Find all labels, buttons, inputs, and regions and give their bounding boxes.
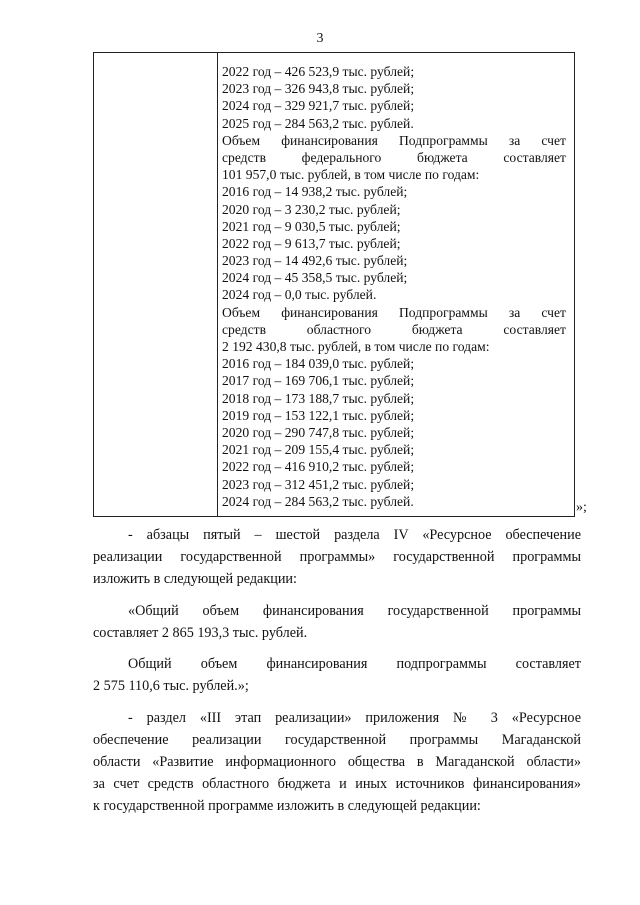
table-line: 2024 год – 284 563,2 тыс. рублей. [222,493,414,509]
table-right-cell [222,63,566,510]
table-line: 2024 год – 0,0 тыс. рублей. [222,287,377,303]
paragraph-line: составляет 2 865 193,3 тыс. рублей. [93,625,308,641]
table-line: 2017 год – 169 706,1 тыс. рублей; [222,373,415,389]
table-line: 2022 год – 9 613,7 тыс. рублей; [222,235,401,251]
paragraph-line: - раздел «III этап реализации» приложения № 3 «Ресурсное [128,710,581,726]
table-line: 2024 год – 329 921,7 тыс. рублей; [222,98,415,114]
table-line: 2019 год – 153 122,1 тыс. рублей; [222,407,415,423]
page-number: 3 [316,31,324,46]
paragraph-line: за счет средств областного бюджета и иных источников финансирования» [93,776,581,792]
paragraph-line: изложить в следующей редакции: [93,571,297,587]
paragraph-line: к государственной программе изложить в следующей редакции: [93,798,481,814]
paragraph-line: реализации государственной программы» государственной программы [93,549,581,565]
table-line: 2016 год – 184 039,0 тыс. рублей; [222,356,415,372]
table-line: 2023 год – 312 451,2 тыс. рублей; [222,476,415,492]
paragraph-line: обеспечение реализации государственной программы Магаданской [93,732,581,748]
table-line: 2025 год – 284 563,2 тыс. рублей. [222,115,414,131]
paragraph-amend-appendix-3 [93,707,581,817]
table-line: средств федерального бюджета составляет [222,149,566,165]
table-line: 2022 год – 426 523,9 тыс. рублей; [222,64,415,79]
paragraph-amend-section-iv [93,524,581,590]
table-line: 2022 год – 416 910,2 тыс. рублей; [222,459,415,475]
paragraph-line: «Общий объем финансирования государственной программы [128,603,581,619]
table-line: Объем финансирования Подпрограммы за счет [222,132,566,148]
table-left-cell [94,53,218,516]
table-line: средств областного бюджета составляет [222,321,566,337]
paragraph-total-financing [93,600,581,644]
table-closing-quote: »; [576,500,587,515]
table-line: 2020 год – 3 230,2 тыс. рублей; [222,201,401,217]
table-line: 101 957,0 тыс. рублей, в том числе по годам: [222,167,480,183]
table-line: 2021 год – 9 030,5 тыс. рублей; [222,218,401,234]
table-line: 2 192 430,8 тыс. рублей, в том числе по годам: [222,339,490,354]
paragraph-line: Общий объем финансирования подпрограммы составляет [128,656,581,672]
table-line: 2020 год – 290 747,8 тыс. рублей; [222,424,415,440]
table-line: 2016 год – 14 938,2 тыс. рублей; [222,184,408,200]
paragraph-line: - абзацы пятый – шестой раздела IV «Ресурсное обеспечение [128,527,581,543]
table-line: 2023 год – 326 943,8 тыс. рублей; [222,81,415,97]
paragraph-subprogram-financing [93,653,581,697]
table-line: 2023 год – 14 492,6 тыс. рублей; [222,253,408,269]
table-line: 2024 год – 45 358,5 тыс. рублей; [222,270,408,286]
table-line: Объем финансирования Подпрограммы за счет [222,304,566,320]
table-line: 2021 год – 209 155,4 тыс. рублей; [222,442,415,458]
budget-table [93,52,575,517]
paragraph-line: 2 575 110,6 тыс. рублей.»; [93,678,249,694]
table-line: 2018 год – 173 188,7 тыс. рублей; [222,390,415,406]
paragraph-line: области «Развитие информационного общества в Магаданской области» [93,754,581,770]
